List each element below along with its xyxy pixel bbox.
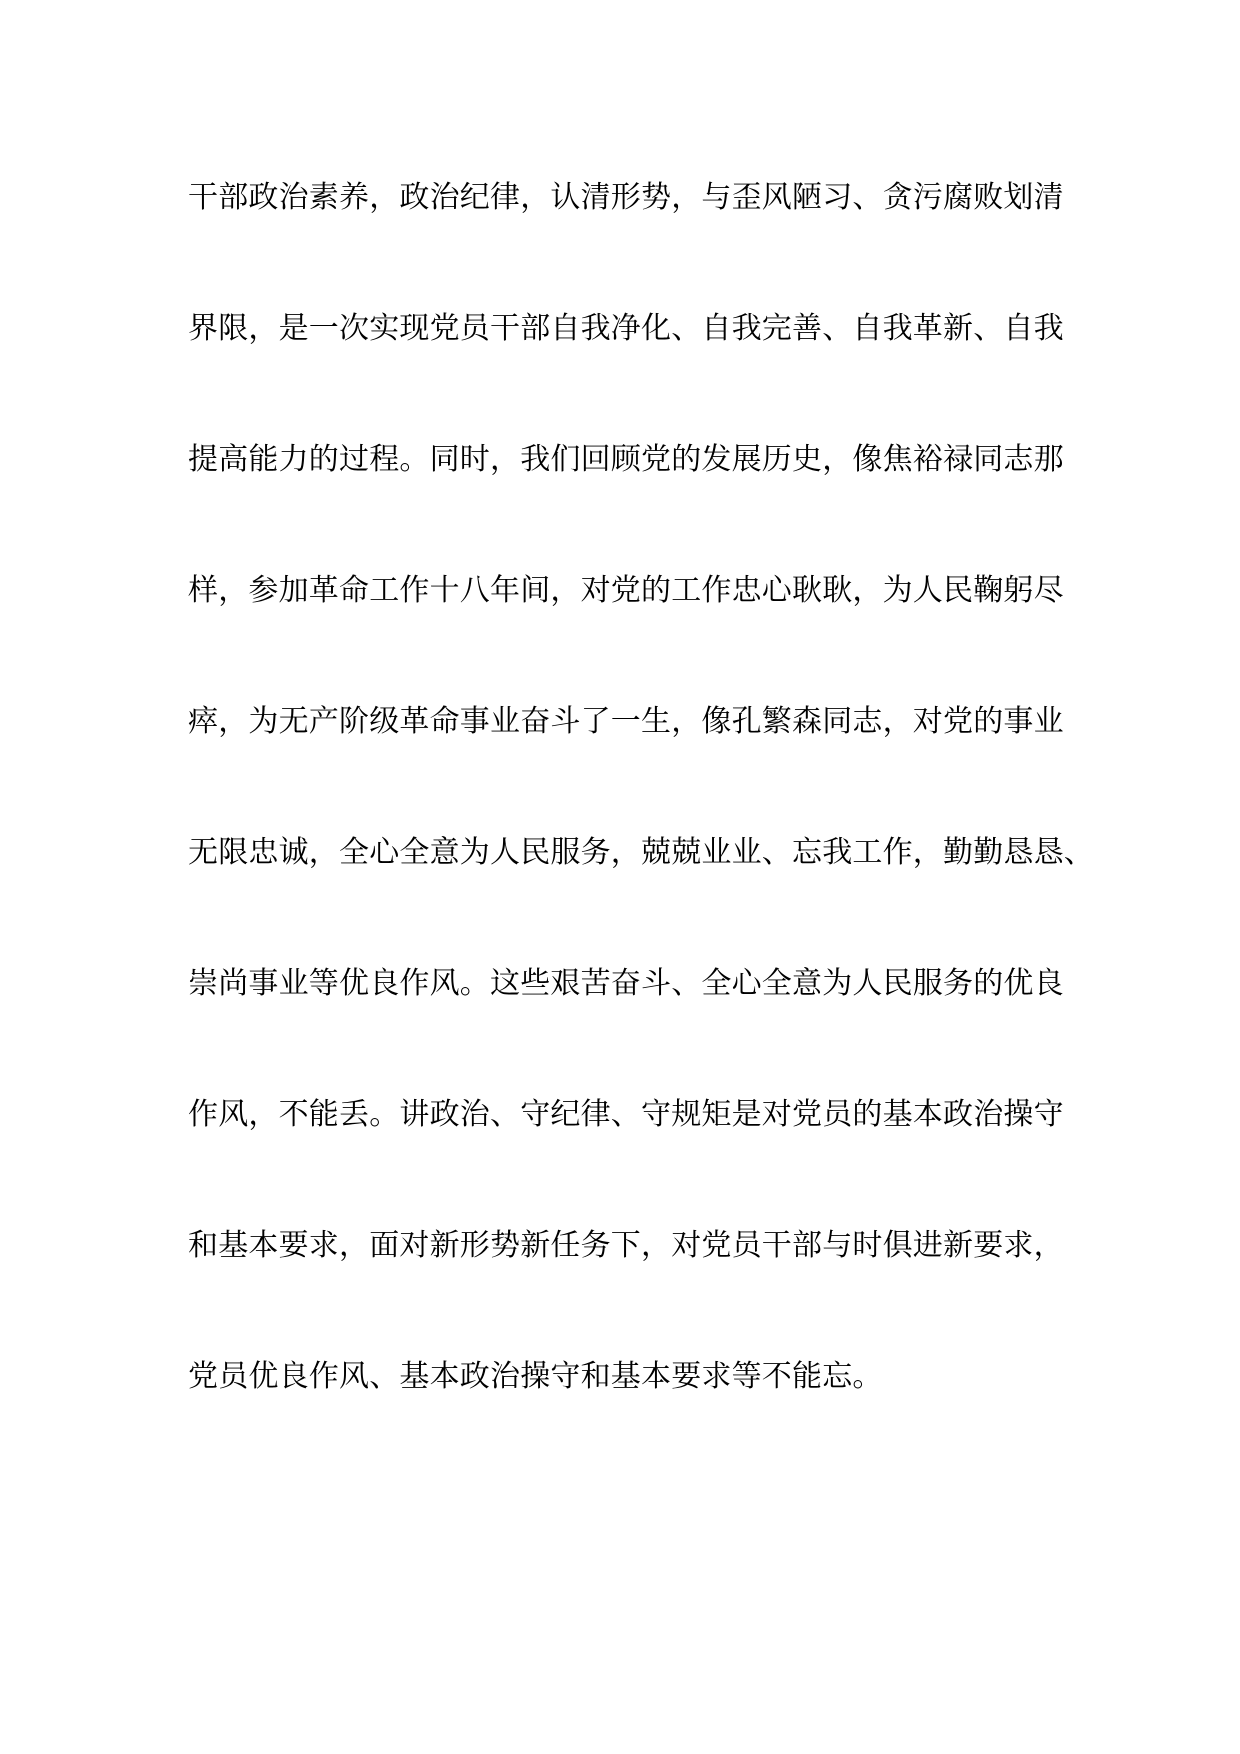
paragraph-line: 界限，是一次实现党员干部自我净化、自我完善、自我革新、自我 [188, 311, 1064, 346]
paragraph-line: 作风，不能丢。讲政治、守纪律、守规矩是对党员的基本政治操守 [188, 1097, 1064, 1132]
paragraph-line: 崇尚事业等优良作风。这些艰苦奋斗、全心全意为人民服务的优良 [188, 966, 1064, 1001]
paragraph-line: 样，参加革命工作十八年间，对党的工作忠心耿耿，为人民鞠躬尽 [188, 573, 1064, 608]
paragraph-line: 干部政治素养，政治纪律，认清形势，与歪风陋习、贪污腐败划清 [188, 180, 1064, 215]
paragraph-line: 提高能力的过程。同时，我们回顾党的发展历史，像焦裕禄同志那 [188, 442, 1064, 477]
paragraph-line: 党员优良作风、基本政治操守和基本要求等不能忘。 [188, 1359, 883, 1394]
paragraph-line: 瘁，为无产阶级革命事业奋斗了一生，像孔繁森同志，对党的事业 [188, 704, 1064, 739]
paragraph-line: 和基本要求，面对新形势新任务下，对党员干部与时俱进新要求， [188, 1228, 1064, 1263]
body-paragraph [188, 168, 1094, 1478]
paragraph-line: 无限忠诚，全心全意为人民服务，兢兢业业、忘我工作，勤勤恳恳、 [188, 835, 1094, 870]
